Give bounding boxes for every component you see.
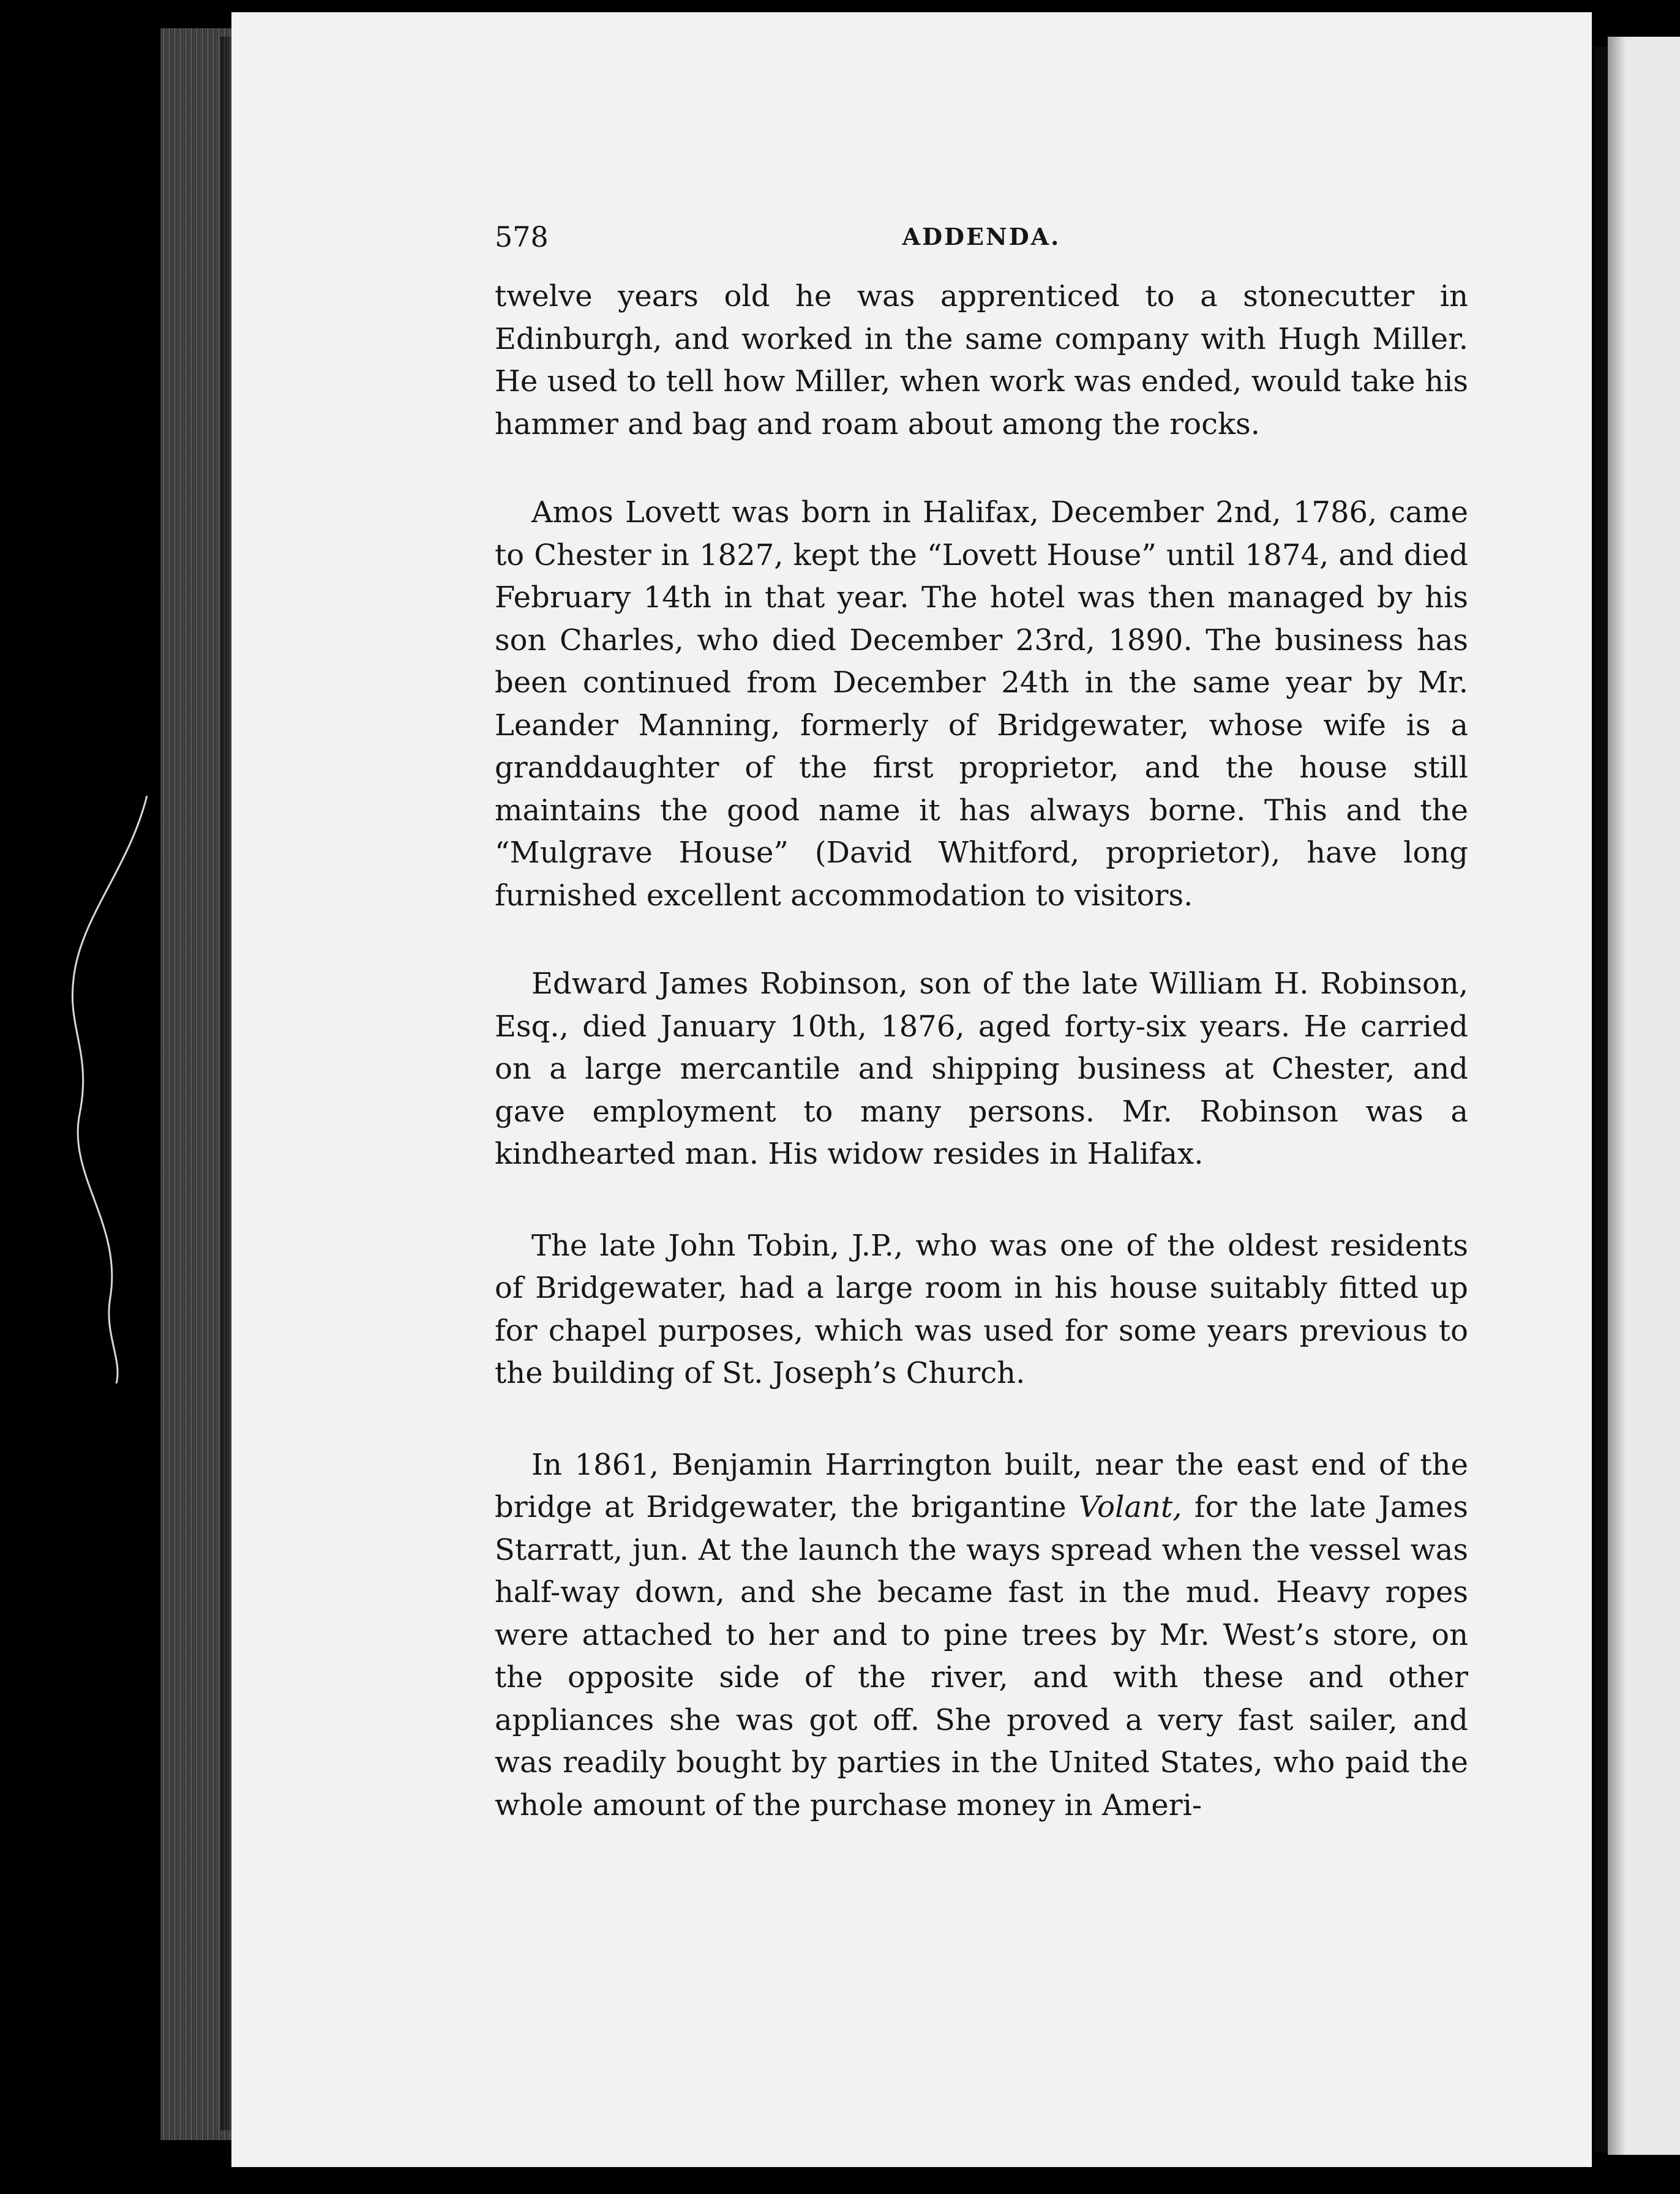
running-title: ADDENDA. (902, 223, 1061, 250)
paragraph-john-tobin: The late John Tobin, J.P., who was one of the oldest residents of Bridgewater, had a large room in his house suitably fitted up for chapel purposes, which was used for some years previous to the building of St. Joseph’s Church. (495, 1228, 1468, 1390)
paragraph-edward-robinson: Edward James Robinson, son of the late William H. Robinson, Esq., died January 10th, 1876, aged forty-six years. He carried on a large mercantile and shipping business at Chester, and gave employment to many persons. Mr. Robinson was a kindhearted man. His widow resides in Halifax. (495, 967, 1468, 1171)
page-content (495, 220, 1468, 1827)
paragraph-benjamin-harrington (495, 1444, 1468, 1827)
vessel-name-italic: Volant, (1078, 1490, 1182, 1524)
paragraph-amos-lovett: Amos Lovett was born in Halifax, December 2nd, 1786, came to Chester in 1827, kept the “Lovett House” until 1874, and died February 14th in that year. The hotel was then managed by his son Charles, who died December 23rd, 1890. The business has been continued from December 24th in the same year by Mr. Leander Manning, formerly of Bridgewater, whose wife is a granddaughter of the first proprietor, and the house still maintains the good name it has always borne. This and the “Mulgrave House” (David Whitford, proprietor), have long furnished excellent accommodation to visitors. (495, 495, 1468, 913)
paragraph-stonecutter: twelve years old he was apprenticed to a stonecutter in Edinburgh, and worked in the same company with Hugh Miller. He used to tell how Miller, when work was ended, would take his hammer and bag and roam about among the rocks. (495, 279, 1468, 441)
running-head (495, 220, 1468, 263)
loose-thread-mark (55, 796, 153, 1383)
facing-page-shadow (1608, 37, 1626, 2155)
book-gutter (1594, 47, 1608, 2152)
page-number: 578 (495, 220, 549, 253)
paragraph-text-before: In 1861, Benjamin Harrington built, near the east end of the bridge at Bridgewater, the brigantine (495, 1447, 1468, 1524)
paragraph-text-after: for the late James Starratt, jun. At the launch the ways spread when the vessel was half-way down, and she became fast in the mud. Heavy ropes were attached to her and to pine trees by Mr. West’s store, on the opposite side of the river, and with these and other appliances she was got off. She proved a very fast sailer, and was readily bought by parties in the United States, who paid the whole amount of the purchase money in Ameri- (495, 1490, 1469, 1822)
